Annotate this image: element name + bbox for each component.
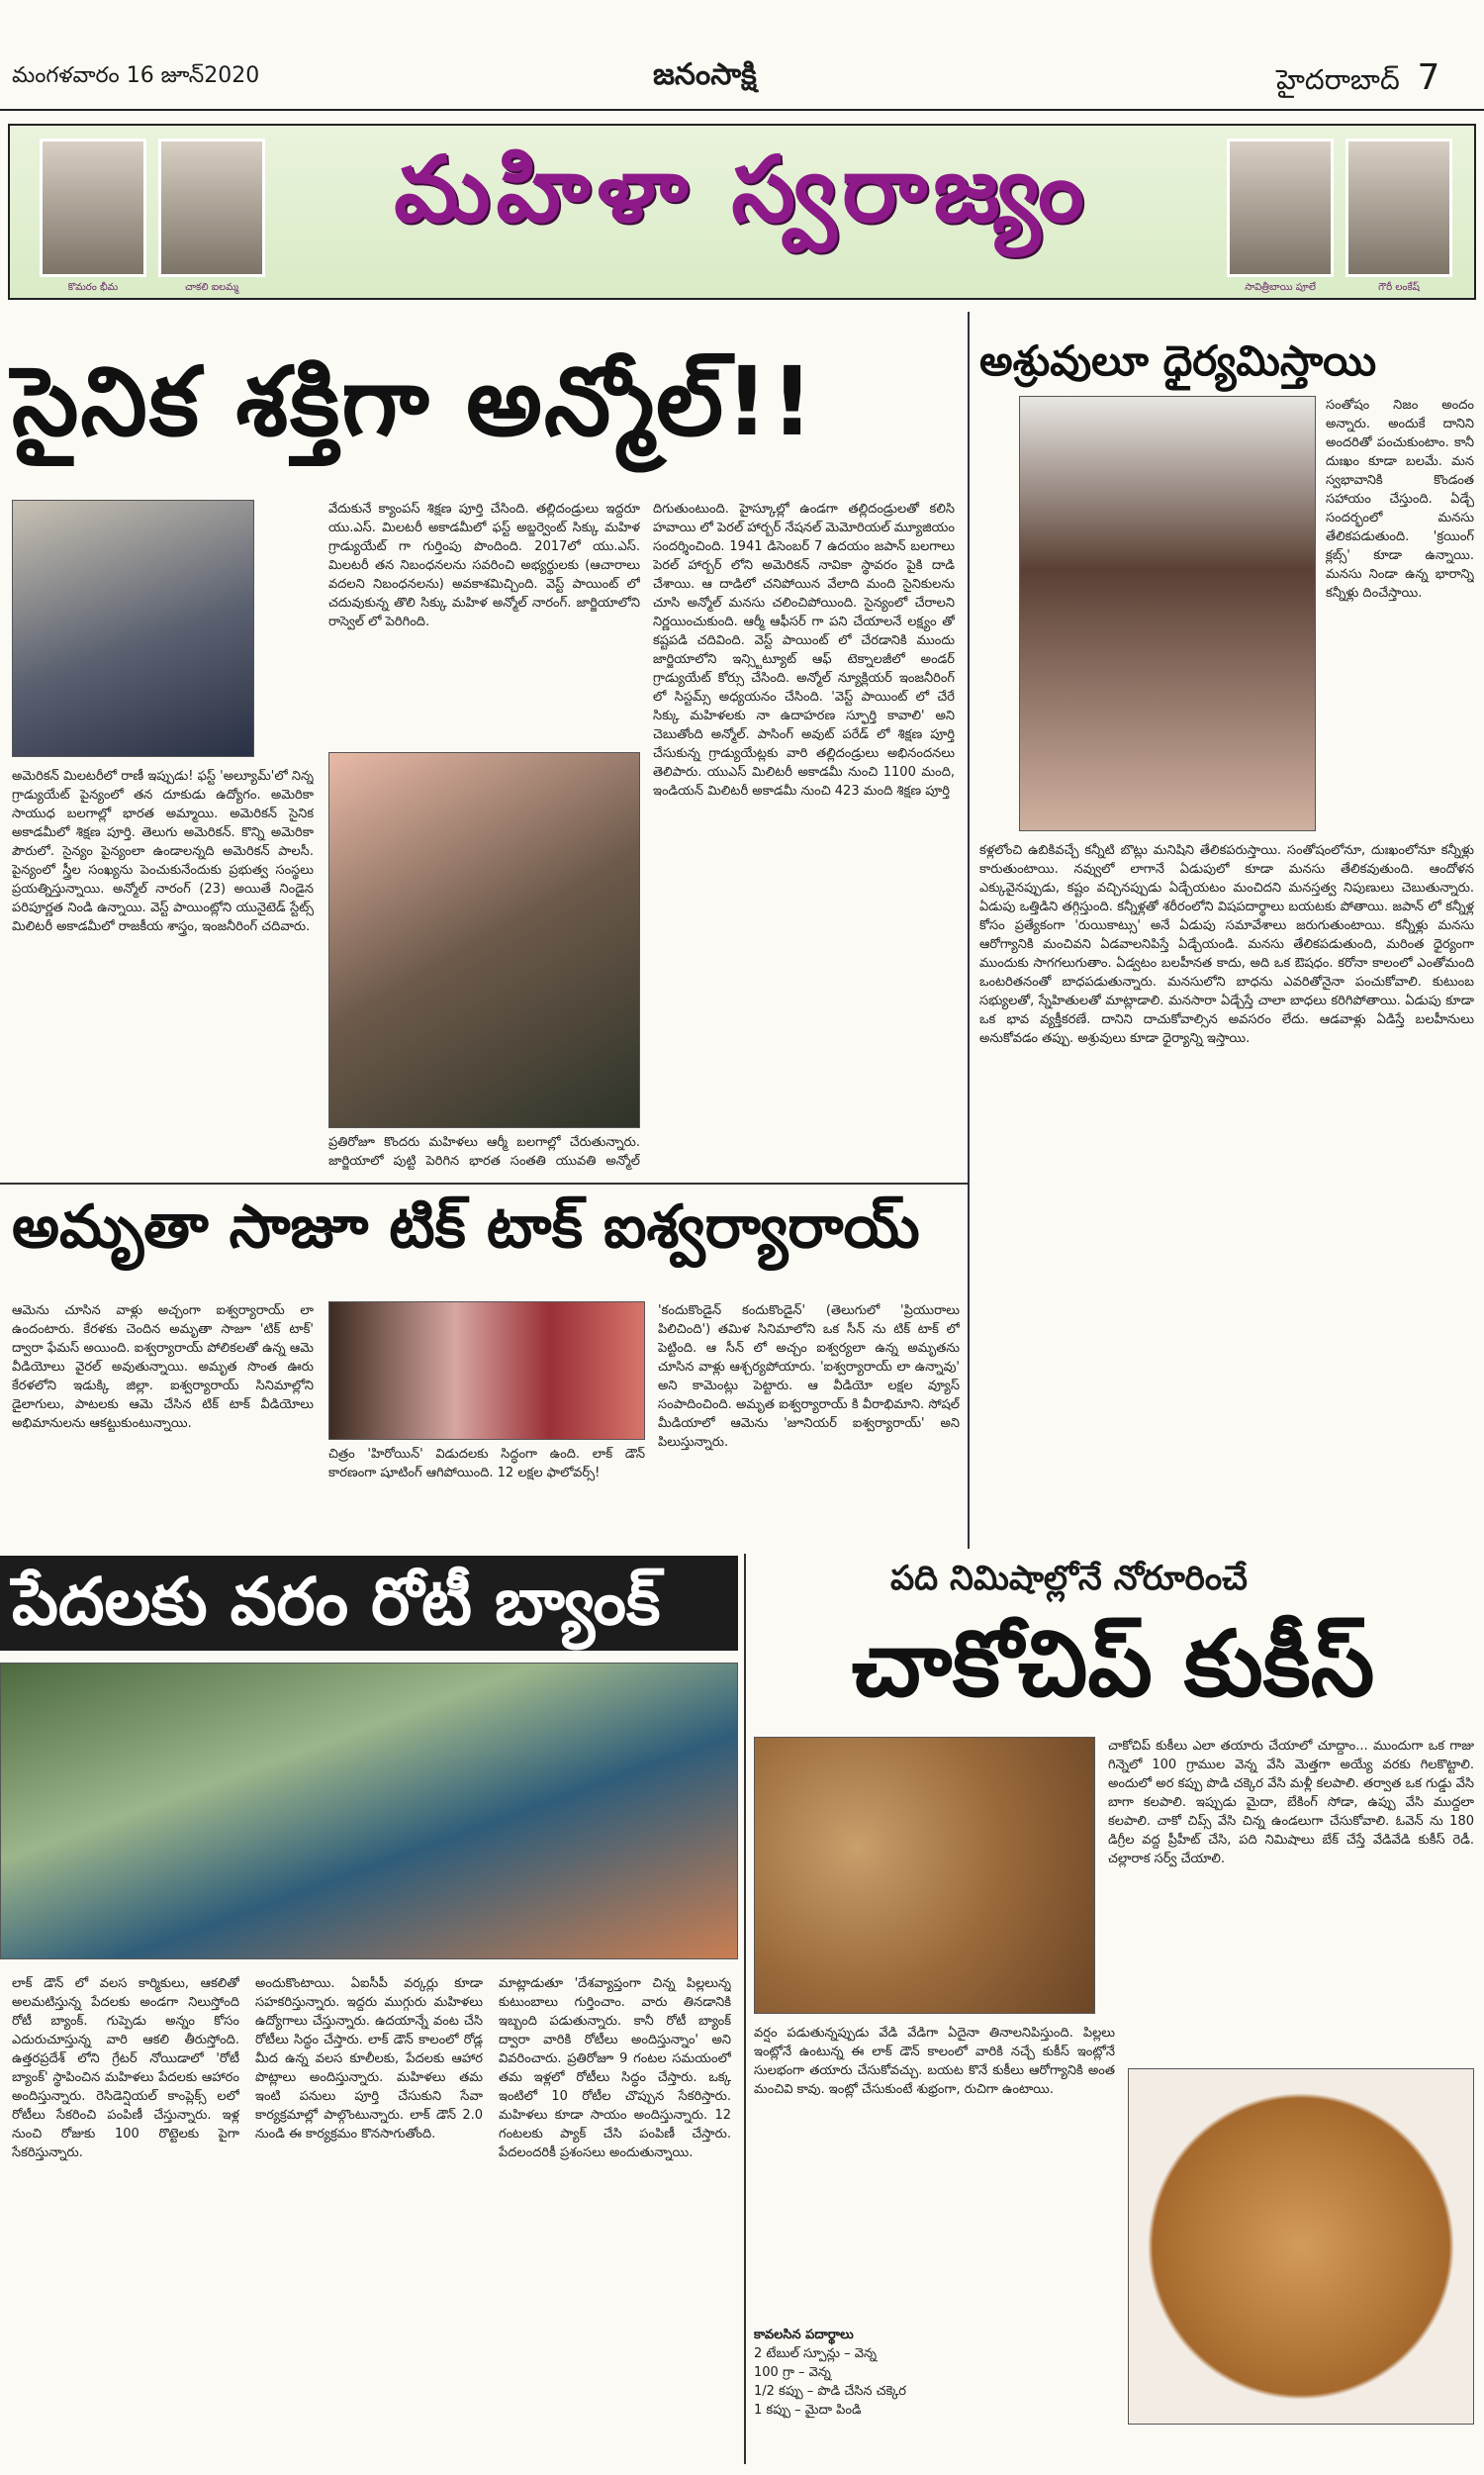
tears-body: కళ్లలోంచి ఉబికివచ్చే కన్నీటి బొట్లు మనిషిని తేలికపరుస్తాయి. సంతోషంలోనూ, దుఃఖంలోనూ కన్నీళ్లు కారుతుంటాయి. నవ్వులో లాగానే ఏడుపులో కూడా మనసు తేలికవుతుంది. ఆందోళన ఎక్కువైనప్పుడు, కష్టం వచ్చినప్పుడు ఏడ్చేయటం మంచిదని మనస్తత్వ నిపుణులు చెబుతున్నారు. ఏడుపు ఒత్తిడిని తగ్గిస్తుంది. కన్నీళ్లతో శరీరంలోని విషపదార్థాలు బయటకు పోతాయి. జపాన్ లో కన్నీళ్ల కోసం ప్రత్యేకంగా 'రుయికాట్సు' అనే ఏడుపు సమావేశాలు జరుగుతుంటాయి. కన్నీళ్లు మనసు ఆరోగ్యానికి మంచివని ఏడవాలనిపిస్తే ఏడ్చేయండి. మనసు తేలికపడుతుంది, మరింత ధైర్యంగా ముందుకు సాగగలుగుతాం. ఏడ్వటం బలహీనత కాదు, అది ఒక ఔషధం. కరోనా కాలంలో ఎంతోమంది ఒంటరితనంతో బాధపడుతున్నారు. మనసులోని బాధను ఎవరితోనైనా పంచుకోవాలి. కుటుంబ సభ్యులతో, స్నేహితులతో మాట్లాడాలి. మనసారా ఏడ్చేస్తే చాలా బాధలు కరిగిపోతాయి. ఏడుపు కూడా ఒక భావ వ్యక్తీకరణే. దానిని దాచుకోవాల్సిన అవసరం లేదు. ఆడవాళ్లు ఏడిస్తే బలహీనులు అనుకోవడం తప్పు. అశ్రువులు కూడా ధైర్యాన్ని ఇస్తాయి. <box>979 843 1474 1046</box>
photo-anmol <box>12 500 254 757</box>
portrait-1 <box>40 139 146 277</box>
photo-roti-bank <box>0 1663 738 1959</box>
ingredient-item: 2 టేబుల్ స్పూన్లు – వెన్న <box>754 2346 878 2361</box>
page-number <box>1276 57 1439 103</box>
portrait-2 <box>158 139 265 277</box>
portrait-caption-2: చాకలి ఐలమ్మ <box>184 282 239 293</box>
anmol-photo-caption: ప్రతిరోజూ కొందరు మహిళలు ఆర్మీ బలగాల్లో చేరుతున్నారు. జార్జియాలో పుట్టి పెరిగిన భారత సంతతి యువతి అన్మోల్ <box>328 1135 640 1169</box>
headline-amrutha: అమృతా సాజూ టిక్ టాక్ ఐశ్వర్యారాయ్ <box>12 1192 920 1262</box>
photo-graduation <box>328 752 640 1128</box>
amrutha-column-1: ఆమెను చూసిన వాళ్లు అచ్చంగా ఐశ్వర్యారాయ్ లా ఉందంటారు. కేరళకు చెందిన అమృతా సాజూ 'టిక్ టాక్' ద్వారా ఫేమస్ అయింది. ఐశ్వర్యారాయ్ పోలికలతో ఉన్న ఆమె వీడియోలు వైరల్ అవుతున్నాయి. అమృత సొంత ఊరు కేరళలోని ఇడుక్కి జిల్లా. ఐశ్వర్యారాయ్ సినిమాల్లోని డైలాగులు, పాటలకు ఆమె చేసిన టిక్ టాక్ వీడియోలు అభిమానులను ఆకట్టుకుంటున్నాయి. <box>12 1303 314 1431</box>
page-num: 7 <box>1417 57 1440 98</box>
headline-roti-bank: పేదలకు వరం రోటీ బ్యాంక్ <box>12 1564 661 1640</box>
anmol-column-3: దిగుతుంటుంది. హైస్కూల్లో ఉండగా తల్లిదండ్రులతో కలిసి హవాయి లో పెరల్ హార్బర్ నేషనల్ మెమోరియల్ మ్యూజియం సందర్శించింది. 1941 డిసెంబర్ 7 ఉదయం జపాన్ బలగాలు పెరల్ హార్బర్ లోని అమెరికన్ నావికా స్థావరం పైకి దాడి చేశాయి. ఆ దాడిలో చనిపోయిన వేలాది మంది సైనికులను చూసి అన్మోల్ మనసు చలించిపోయింది. సైన్యంలో చేరాలని నిర్ణయించుకుంది. ఆర్మీ ఆఫీసర్ గా పని చేయాలనే లక్ష్యం తో కష్టపడి చదివింది. వెస్ట్ పాయింట్ లో చేరడానికి ముందు జార్జియాలోని ఇన్స్టిట్యూట్ ఆఫ్ టెక్నాలజీలో అండర్ గ్రాడ్యుయేట్ కోర్సు చేసింది. అన్మోల్ న్యూక్లియర్ ఇంజనీరింగ్ లో సిస్టమ్స్ అధ్యయనం చేసింది. 'వెస్ట్ పాయింట్ లో చేరే సిక్కు మహిళలకు నా ఉదాహరణ స్ఫూర్తి కావాలి' అని చెబుతోంది అన్మోల్. పాసింగ్ అవుట్ పరేడ్ లో శిక్షణ పూర్తి చేసుకున్న గ్రాడ్యుయేట్లకు వారి తల్లిదండ్రులు అభినందనలు తెలిపారు. యుఎస్ మిలిటరీ అకాడమీ నుంచి 1100 మంది, ఇండియన్ మిలిటరీ అకాడమీ నుంచి 423 మంది శిక్షణ పూర్తి <box>653 502 955 799</box>
photo-smiling-woman <box>1019 396 1316 831</box>
roti-column-3: మాట్లాడుతూ 'దేశవ్యాప్తంగా చిన్న పిల్లలున్న కుటుంబాలు గుర్తించాం. వారు తినడానికి ఇబ్బంది పడుతున్నారు. కానీ రోటీ బ్యాంక్ ద్వారా వారికి రోటీలు అందిస్తున్నాం' అని వివరించారు. ప్రతిరోజూ 9 గంటల సమయంలో తమ ఇళ్లలో రోటీలు సిద్ధం చేస్తారు. ఒక్క ఇంటిలో 10 రోటీల చొప్పున సేకరిస్తారు. మహిళలు కూడా సాయం అందిస్తున్నారు. 12 గంటలకు ప్యాక్ చేసి పంపిణీ చేస్తారు. పేదలందరికీ ప్రశంసలు అందుతున్నాయి. <box>499 1976 731 2160</box>
photo-cookies-top <box>754 1737 1095 2014</box>
photo-cookies-bottom <box>1128 2068 1474 2425</box>
masthead: జనంసాక్షి <box>653 57 757 92</box>
anmol-column-2: వేదుకునే క్యాంపస్ శిక్షణ పూర్తి చేసింది. తల్లిదండ్రులు ఇద్దరూ యు.ఎస్. మిలటరీ అకాడమీలో ఫస్ట్ అబ్జర్వెంట్ సిక్కు మహిళ గ్రాడ్యుయేట్ గా గుర్తింపు పొందింది. 2017లో యు.ఎస్. మిలటరీ తన నిబంధనలను సవరించి అభ్యర్థులకు (ఆచారాలు వదలని నిబంధనలను) అవకాశమిచ్చింది. వెస్ట్ పాయింట్ లో చదువుకున్న తొలి సిక్కు మహిళ అన్మోల్ నారంగ్. జార్జియాలోని రాస్వెల్ లో పెరిగింది. <box>328 502 640 629</box>
section-rule <box>0 1183 968 1185</box>
headline-tears: అశ్రువులూ ధైర్యమిస్తాయి <box>979 336 1377 385</box>
ingredient-item: 1 కప్పు – మైదా పిండి <box>754 2403 862 2418</box>
cookies-ingredients <box>754 2326 1115 2464</box>
portrait-4 <box>1345 139 1452 277</box>
cookies-intro: వర్షం పడుతున్నప్పుడు వేడి వేడిగా ఏదైనా తినాలనిపిస్తుంది. పిల్లలు ఇంట్లోనే ఉంటున్న ఈ లాక్ డౌన్ కాలంలో వారికి నచ్చే కుకీస్ ఇంట్లోనే సులభంగా తయారు చేసుకోవచ్చు. బయట కొనే కుకీలు ఆరోగ్యానికి అంత మంచివి కావు. ఇంట్లో చేసుకుంటే శుభ్రంగా, రుచిగా ఉంటాయి. <box>754 2026 1115 2097</box>
ingredients-title: కావలసిన పదార్థాలు <box>754 2328 854 2342</box>
ingredient-item: 100 గ్రా – వెన్న <box>754 2365 831 2380</box>
dateline: మంగళవారం 16 జూన్2020 <box>12 63 260 88</box>
roti-column-2: అందుకొంటాయి. ఏఐసీపీ వర్కర్లు కూడా సహకరిస్తున్నారు. ఇద్దరు ముగ్గురు మహిళలు ఉద్యోగాలు చేస్తున్నారు. ఉదయాన్నే వంట చేసి రోటీలు సిద్ధం చేస్తారు. లాక్ డౌన్ కాలంలో రోడ్ల మీద ఉన్న వలస కూలీలకు, పేదలకు ఆహార పొట్లాలు అందిస్తున్నారు. మహిళలు తమ ఇంటి పనులు పూర్తి చేసుకుని సేవా కార్యక్రమాల్లో పాల్గొంటున్నారు. లాక్ డౌన్ 2.0 నుండి ఈ కార్యక్రమం కొనసాగుతోంది. <box>255 1976 483 2142</box>
tears-side-column: సంతోషం నిజం అందం అన్నారు. అందుకే దానిని అందరితో పంచుకుంటాం. కానీ దుఃఖం కూడా బలమే. మన స్వభావానికి కొండంత సహాయం చేస్తుంది. ఏడ్చే సందర్భంలో మనసు తేలికపడుతుంది. 'క్రయింగ్ క్లబ్స్' కూడా ఉన్నాయి. మనసు నిండా ఉన్న భారాన్ని కన్నీళ్లు దించేస్తాయి. <box>1326 398 1474 601</box>
ingredient-item: 1/2 కప్పు – పొడి చేసిన చక్కెర <box>754 2384 907 2399</box>
portrait-caption-3: సావిత్రీబాయి పూలే <box>1245 282 1316 293</box>
amrutha-caption: చిత్రం 'హిరోయిన్' విడుదలకు సిద్ధంగా ఉంది. లాక్ డౌన్ కారణంగా షూటింగ్ ఆగిపోయింది. 12 లక్షల ఫాలోవర్స్! <box>328 1447 645 1480</box>
anmol-column-1: అమెరికన్ మిలటరీలో రాణీ ఇప్పుడు! ఫస్ట్ 'అల్యూమ్'లో నిన్న గ్రాడ్యుయేట్ పైన్యంలో తన దూకుడు ఉద్యోగం. అమెరికా సాయుధ బలగాల్లో భారత అమ్మాయి. అమెరికన్ సైనిక అకాడమీలో శిక్షణ పూర్తి. తెలుగు అమెరికన్. కొన్ని అమెరికా పౌరులో. సైన్యం పైన్యంలా ఉండాలన్నది అమెరికన్ పాలసీ. పైన్యంలో స్త్రీల సంఖ్యను పెంచుకునేందుకు ప్రభుత్వ సంస్థలు ప్రయత్నిస్తున్నాయి. అన్మోల్ నారంగ్ (23) అయితే నిండైన పరిపూర్ణత నిండి ఉన్నాయి. వెస్ట్ పాయింట్లోని యునైటెడ్ స్టేట్స్ మిలిటరీ అకాడమీలో రాజకీయ శాస్త్రం, ఇంజనీరింగ్ చదివారు. <box>12 769 314 934</box>
portrait-3 <box>1227 139 1334 277</box>
cookies-kicker: పది నిమిషాల్లోనే నోరూరించే <box>890 1559 1248 1598</box>
banner-title: మహిళా స్వరాజ్యం <box>394 137 1090 242</box>
photo-amrutha <box>328 1301 645 1440</box>
city: హైదరాబాద్ <box>1276 63 1400 96</box>
headline-anmol: సైనిక శక్తిగా అన్మోల్!! <box>12 346 816 457</box>
column-divider-2 <box>744 1554 746 2464</box>
portrait-caption-1: కొమరం భీమ <box>67 282 119 293</box>
portrait-caption-4: గౌరీ లంకేష్ <box>1378 282 1420 293</box>
roti-column-1: లాక్ డౌన్ లో వలస కార్మికులు, ఆకలితో అలమటిస్తున్న పేదలకు అండగా నిలుస్తోంది రోటీ బ్యాంక్. గుప్పెడు అన్నం కోసం ఎదురుచూస్తున్న వారి ఆకలి తీరుస్తోంది. ఉత్తరప్రదేశ్ లోని గ్రేటర్ నోయిడాలో 'రోటీ బ్యాంక్' స్థాపించిన మహిళలు పేదలకు ఆహారం అందిస్తున్నారు. రెసిడెన్షియల్ కాంప్లెక్స్ లలో రోటీలు సేకరించి పంపిణీ చేస్తున్నారు. ఇళ్ల నుంచి రోజుకు 100 రొట్టెలకు పైగా సేకరిస్తున్నారు. <box>12 1976 239 2160</box>
column-divider <box>968 312 970 1549</box>
headline-cookies: చాకోచిప్ కుకీస్ <box>851 1611 1375 1717</box>
cookies-method: చాకోచిప్ కుకీలు ఎలా తయారు చేయాలో చూద్దాం... ముందుగా ఒక గాజు గిన్నెలో 100 గ్రాముల వెన్న వేసి మెత్తగా అయ్యే వరకు గిలకొట్టాలి. అందులో అర కప్పు పొడి చక్కెర వేసి మళ్లీ కలపాలి. తర్వాత ఒక గుడ్డు వేసి బాగా కలపాలి. ఇప్పుడు మైదా, బేకింగ్ సోడా, ఉప్పు వేసి ముద్దలా కలపాలి. చాకో చిప్స్ వేసి చిన్న ఉండలుగా చేసుకోవాలి. ఓవెన్ ను 180 డిగ్రీల వద్ద ప్రీహీట్ చేసి, పది నిమిషాలు బేక్ చేస్తే వేడివేడి కుకీస్ రెడీ. చల్లారాక సర్వ్ చేయాలి. <box>1108 1739 1474 1866</box>
amrutha-column-3: 'కందుకొండైన్ కందుకొండైన్' (తెలుగులో 'ప్రియురాలు పిలిచింది') తమిళ సినిమాలోని ఒక సీన్ ను టిక్ టాక్ లో పెట్టింది. ఆ సీన్ లో అచ్చం ఐశ్వర్యలా ఉన్న అమృతను చూసిన వాళ్లు ఆశ్చర్యపోయారు. 'ఐశ్వర్యారాయ్ లా ఉన్నావు' అని కామెంట్లు పెట్టారు. ఆ వీడియో లక్షల వ్యూస్ సంపాదించింది. అమృత ఐశ్వర్యారాయ్ కి వీరాభిమాని. సోషల్ మీడియాలో ఆమెను 'జూనియర్ ఐశ్వర్యారాయ్' అని పిలుస్తున్నారు. <box>658 1303 960 1450</box>
